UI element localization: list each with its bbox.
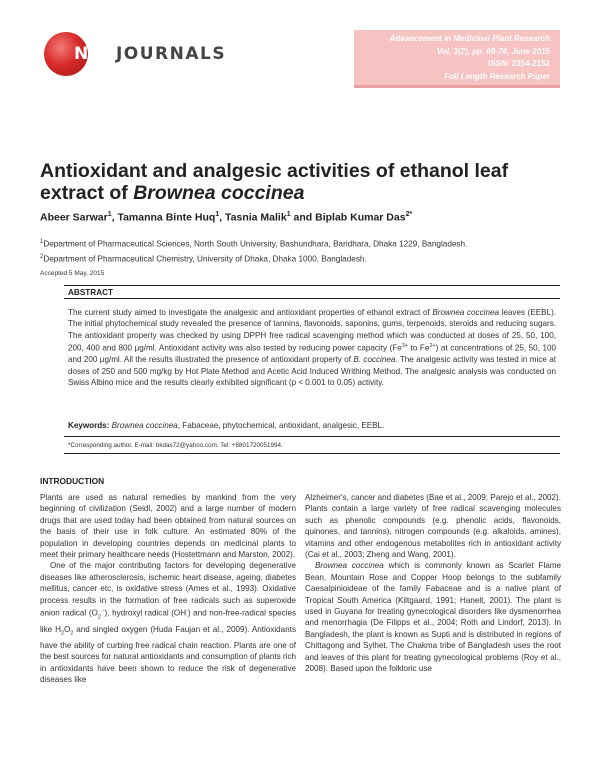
affiliation: $^2$Department of Pharmaceutical Chemistry, University of Dhaka, Dhaka 1000, Bangladesh. bbox=[40, 253, 367, 264]
affiliation: $^1$Department of Pharmaceutical Sciences, North South University, Bashundhara, Baridhara, Dhaka 1229, Bangladesh. bbox=[40, 239, 468, 249]
paper-title: Antioxidant and analgesic activities of ethanol leaf extract of Brownea coccinea bbox=[40, 160, 509, 204]
corresponding-rule bbox=[64, 453, 560, 454]
article-type: Full Length Research Paper bbox=[444, 71, 550, 81]
abstract-top-rule bbox=[64, 285, 560, 286]
corresponding-author: *Corresponding author. E-mail: bkdas72@yahoo.com. Tel: +8801720051994. bbox=[68, 442, 283, 449]
paragraph: Alzheimer's, cancer and diabetes (Bae et al., 2009; Parejo et al., 2002). Plants contain a large variety of free radical scavenging molecules such as phenolic compounds (e.g. phenolic acids, flavonoids, quinones, and tannins), nitrogen compounds (e.g. alkaloids, amines), vitamins and other endogenous metabolites rich in antioxidant activity (Cai et al., 2003; Zheng and Wang, 2001). bbox=[305, 493, 561, 560]
journal-info-box bbox=[354, 30, 560, 88]
abstract-heading-rule bbox=[64, 298, 560, 299]
author-list: Abeer Sarwar$^1$, Tamanna Binte Huq$^1$, Tasnia Malik$^1$ and Biplab Kumar Das$^{2*}$ bbox=[40, 211, 413, 224]
paragraph: One of the major contributing factors for developing degenerative diseases like atherosclerosis, ischemic heart disease, ageing, diabetes mellitus, cancer etc, is oxidative stress (Ames et al., 1993). Oxidative process results in the formation of free radicals such as superoxide anion radical $(O_2^{\cdot-})$, hydroxyl radical (OH·) and non-free-radical species like $H_2O_2$ and singled oxygen (Huda Faujan et al., 2009). Antioxidants have the ability of curbing free radical chain reaction. Plants are one of the best sources for natural antioxidants and consumption of plants rich in antioxidants have been shown to reduce the risk of degenerative diseases like bbox=[40, 561, 296, 684]
accepted-date: Accepted 5 May, 2015 bbox=[40, 270, 105, 277]
journal-volume: Vol. 3(2), pp. 69-74, June 2015 bbox=[436, 46, 550, 56]
body-column-right bbox=[305, 492, 561, 675]
affiliations bbox=[40, 236, 560, 265]
abstract-body: The current study aimed to investigate the analgesic and antioxidant properties of ethanol extract of Brownea coccinea leaves (EEBL). The initial phytochemical study revealed the presence of tannins, flavonoids, saponins, gums, terpenoids, steroids and reducing sugars. The antioxidant property was checked by using DPPH free radical scavenging method which was conducted at doses of 25, 50, 100, 200, 400 and 800 µg/ml. Antioxidant activity was also tested by reducing power capacity ($Fe^{3+}$ to $Fe^{2+}$) at concentrations of 25, 50, 100 and 200 µg/ml. All the results illustrated the presence of antioxidant property of B. coccinea. The analgesic activity was tested in mice at doses of 250 and 500 mg/kg by Hot Plate Method and Acetic Acid Induced Writhing Method. The analgesic analysis was conducted on Swiss Albino mice and the results clearly exhibited significant (p < 0.001 to 0.05) activity. bbox=[68, 308, 557, 388]
abstract-heading: ABSTRACT bbox=[68, 288, 114, 297]
keywords-rule bbox=[64, 436, 560, 437]
journal-issn: ISSN: 2354-2152 bbox=[488, 59, 550, 68]
publisher-logo bbox=[44, 32, 227, 76]
introduction-heading: INTRODUCTION bbox=[40, 476, 105, 486]
logo-text: NETJOURNALS bbox=[74, 44, 227, 64]
journal-name: Advancement in Medicinal Plant Research bbox=[389, 34, 550, 43]
author: Tamanna Binte Huq bbox=[117, 211, 216, 224]
author: Abeer Sarwar bbox=[40, 211, 108, 224]
body-column-left bbox=[40, 492, 296, 685]
author: Biplab Kumar Das bbox=[315, 211, 406, 224]
paragraph: Plants are used as natural remedies by mankind from the very beginning of civilization (Seidl, 2002) and a large number of modern drugs that are used today had been obtained from natural sources on the basis of their use in folk culture. An estimated 80% of the population in developing countries depends on medicinal plants to meet their primary healthcare needs (Hostettmann and Marston, 2002). bbox=[40, 493, 296, 560]
paragraph: Brownea coccinea which is commonly known as Scarlet Flame Bean, Mountain Rose and Copper Hoop belongs to the subfamily Caesalpinioideae of the family Fabaceae and is a native plant of Tropical South America (Kiltgaard, 1991; Hanelt, 2001). The plant is used in Guyana for treating gynecological disorders like dysmenorrhea and menorrhagia (De Filipps et al., 2004; Roth and Lindorf, 2013). In Bangladesh, the plant is known as Supti and is distributed in regions of Chittagong and Sylhet. The Chakma tribe of Bangladesh uses the root and leaves of this plant for treating gynecological problems (Roy et al., 2008). Based upon the folkloric use bbox=[305, 561, 562, 674]
keywords: Keywords: Brownea coccinea, Fabaceae, phytochemical, antioxidant, analgesic, EEBL. bbox=[68, 421, 385, 430]
author: Tasnia Malik bbox=[225, 211, 287, 224]
